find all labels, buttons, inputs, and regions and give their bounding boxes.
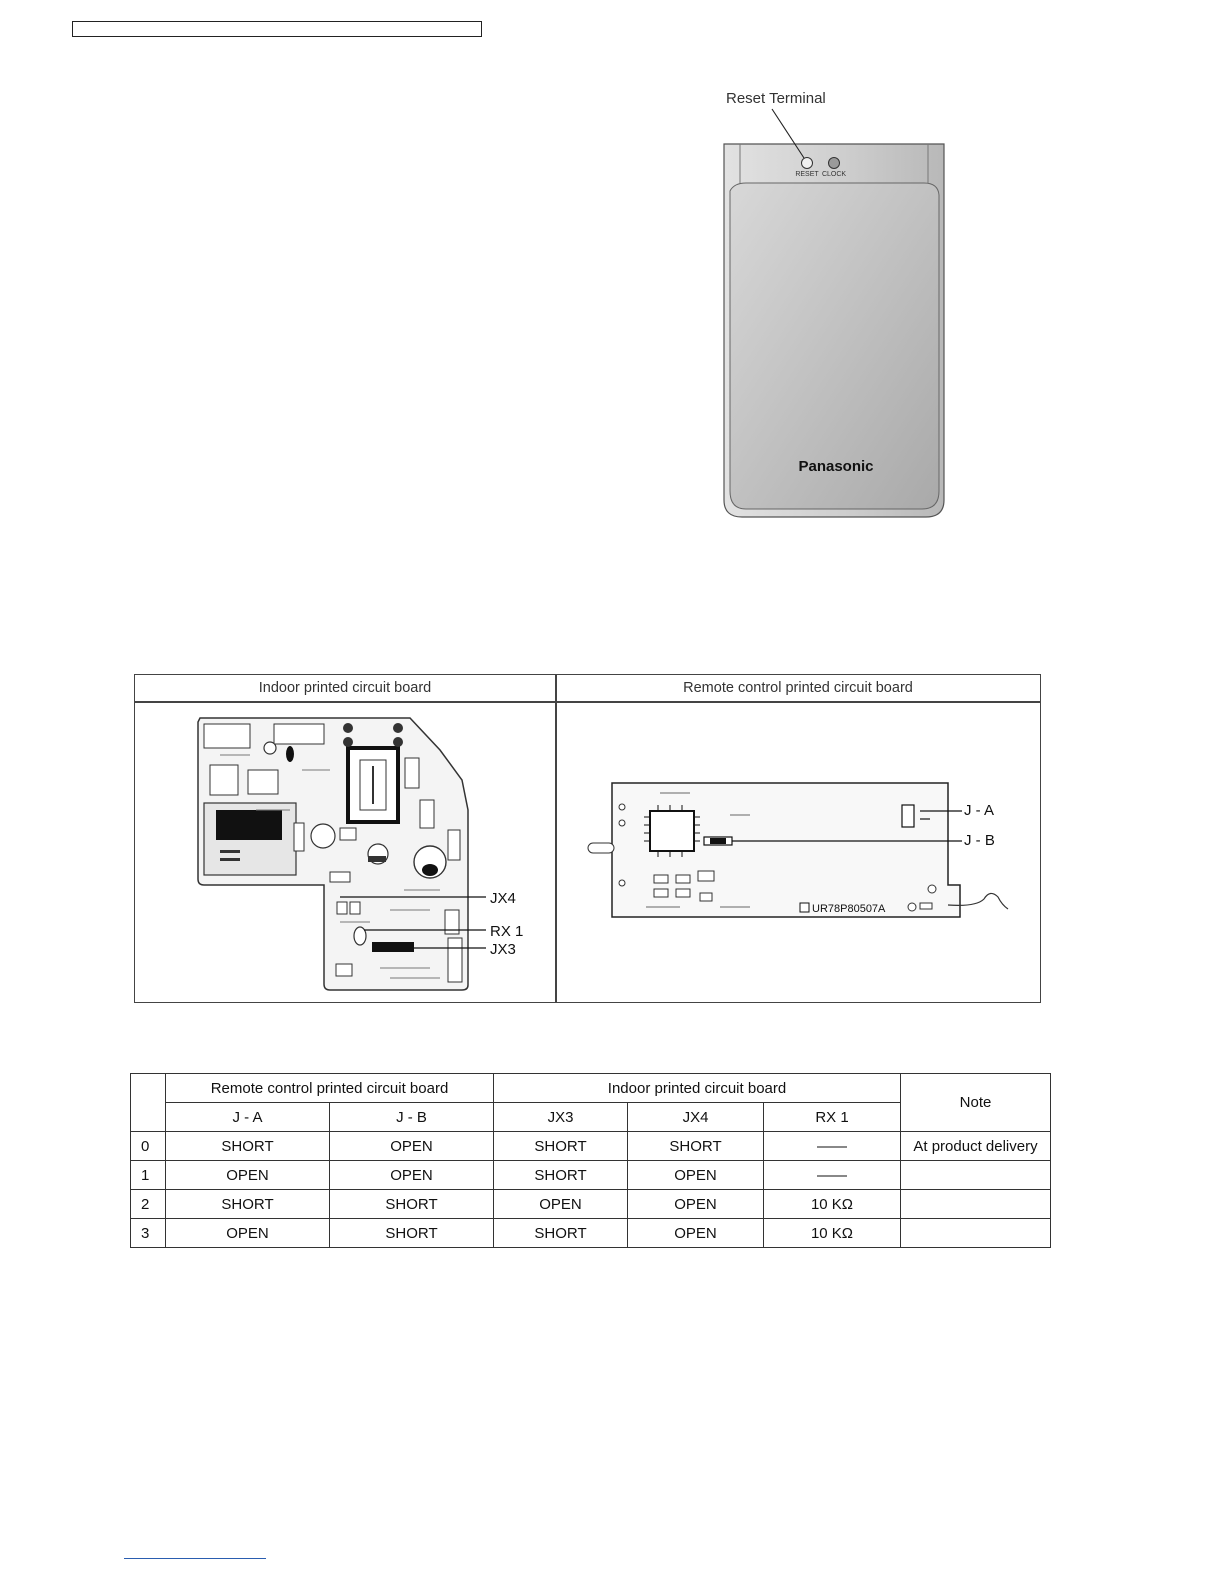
row-index: 3 [131, 1219, 166, 1248]
jx4-label: JX4 [490, 890, 516, 907]
indoor-group-header: Indoor printed circuit board [494, 1074, 901, 1103]
remote-pcb-part-number: UR78P80507A [812, 903, 886, 915]
index-header-cell [131, 1074, 166, 1132]
indoor-board-title: Indoor printed circuit board [258, 680, 432, 696]
remote-control-illustration [700, 95, 970, 525]
header-box [72, 21, 482, 37]
rx1-cell: —— [764, 1132, 901, 1161]
row-index: 1 [131, 1161, 166, 1190]
remote-pcb-diagram [580, 775, 1020, 925]
jx3-cell: OPEN [494, 1190, 628, 1219]
jx4-cell: OPEN [628, 1161, 764, 1190]
rx1-cell: 10 KΩ [764, 1219, 901, 1248]
column-header: RX 1 [764, 1103, 901, 1132]
reset-button-text: RESET [795, 171, 819, 178]
reset-button-icon [802, 158, 813, 169]
note-cell [901, 1161, 1051, 1190]
row-index: 0 [131, 1132, 166, 1161]
clock-button-icon [829, 158, 840, 169]
jx3-cell: SHORT [494, 1219, 628, 1248]
reset-terminal-label: Reset Terminal [726, 90, 826, 107]
jx3-label: JX3 [490, 941, 516, 958]
ja-cell: OPEN [166, 1219, 330, 1248]
settings-table [130, 1073, 1051, 1248]
jx4-cell: OPEN [628, 1190, 764, 1219]
note-cell [901, 1190, 1051, 1219]
jb-cell: OPEN [330, 1132, 494, 1161]
jb-label: J - B [964, 832, 995, 849]
footer-link-line[interactable] [124, 1558, 266, 1559]
board-header-line [134, 701, 1041, 703]
clock-button-text: CLOCK [821, 171, 847, 178]
board-divider [555, 674, 557, 1003]
table-row [131, 1161, 1051, 1190]
rx1-label: RX 1 [490, 923, 524, 940]
column-header: J - A [166, 1103, 330, 1132]
indoor-pcb-diagram [190, 710, 540, 1000]
note-cell [901, 1219, 1051, 1248]
group-header-row [131, 1074, 1051, 1103]
remote-board-title: Remote control printed circuit board [683, 680, 913, 696]
jx3-cell: SHORT [494, 1161, 628, 1190]
ja-cell: OPEN [166, 1161, 330, 1190]
jx4-cell: OPEN [628, 1219, 764, 1248]
column-header: JX4 [628, 1103, 764, 1132]
remote-group-header: Remote control printed circuit board [166, 1074, 494, 1103]
rx1-cell: 10 KΩ [764, 1190, 901, 1219]
ja-label: J - A [964, 802, 995, 819]
column-header: JX3 [494, 1103, 628, 1132]
column-header: J - B [330, 1103, 494, 1132]
jx4-cell: SHORT [628, 1132, 764, 1161]
table-row [131, 1219, 1051, 1248]
jx3-cell: SHORT [494, 1132, 628, 1161]
jb-cell: SHORT [330, 1219, 494, 1248]
table-row [131, 1190, 1051, 1219]
row-index: 2 [131, 1190, 166, 1219]
ja-cell: SHORT [166, 1190, 330, 1219]
jb-cell: OPEN [330, 1161, 494, 1190]
rx1-cell: —— [764, 1161, 901, 1190]
brand-logo: Panasonic [798, 458, 874, 475]
note-header: Note [901, 1074, 1051, 1132]
ja-cell: SHORT [166, 1132, 330, 1161]
note-cell: At product delivery [901, 1132, 1051, 1161]
jb-cell: SHORT [330, 1190, 494, 1219]
table-row [131, 1132, 1051, 1161]
